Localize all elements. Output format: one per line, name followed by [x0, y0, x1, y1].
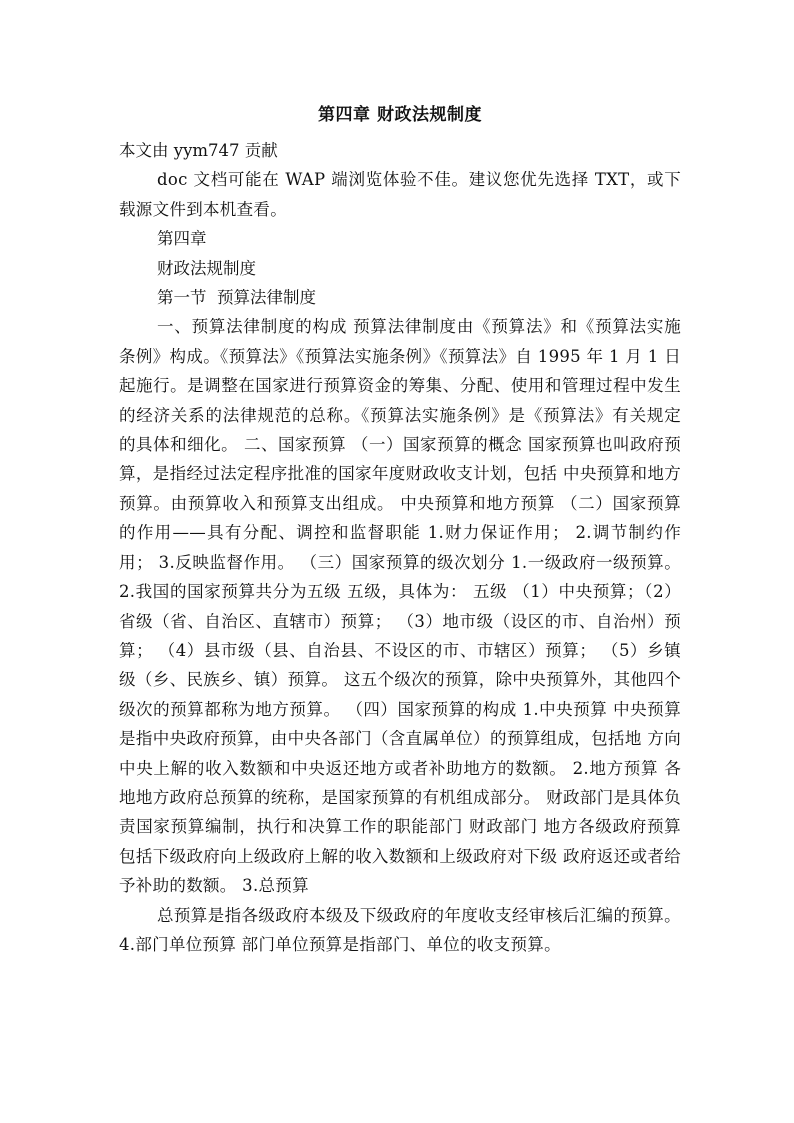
section-heading: 第一节 预算法律制度 — [157, 288, 316, 308]
contributor-line: 本文由 yym747 贡献 — [119, 141, 278, 160]
document-title: 第四章 财政法规制度 — [318, 105, 482, 125]
body-paragraph-2: 总预算是指各级政府本级及下级政府的年度收支经审核后汇编的预算。 4.部门单位预算 部门单位预算是指部门、单位的收支预算。 — [119, 905, 681, 954]
document-page — [119, 100, 681, 959]
chapter-label: 第四章 — [157, 229, 207, 249]
chapter-title: 财政法规制度 — [157, 258, 256, 278]
body-paragraph-1: 一、预算法律制度的构成 预算法律制度由《预算法》和《预算法实施条例》构成。《预算法》《预算法实施条例》《预算法》自 1995 年 1 月 1 日起施行。是调整在国家进行预算资金的筹集、分配、使用和管理过程中发生的经济关系的法律规范的总称。《预算法实施条例》是《预算法》有关规定的具体和细化。 二、国家预算 （一）国家预算的概念 国家预算也叫政府预算，是指经过法定程序批准的国家年度财政收支计划，包括 中央预算和地方预算。由预算收入和预算支出组成。 中央预算和地方预算 （二）国家预算的作用——具有分配、调控和监督职能 1.财力保证作用； 2.调节制约作用； 3.反映监督作用。 （三）国家预算的级次划分 1.一级政府一级预算。 2.我国的国家预算共分为五级 五级，具体为： 五级 （1）中央预算；（2）省级（省、自治区、直辖市）预算； （3）地市级（设区的市、自治州）预算； （4）县市级（县、自治县、不设区的市、市辖区）预算； （5）乡镇级（乡、民族乡、镇）预算。 这五个级次的预算，除中央预算外，其他四个级次的预算都称为地方预算。 （四）国家预算的构成 1.中央预算 中央预算是指中央政府预算，由中央各部门（含直属单位）的预算组成，包括地 方向中央上解的收入数额和中央返还地方或者补助地方的数额。 2.地方预算 各地地方政府总预算的统称，是国家预算的有机组成部分。 财政部门是具体负责国家预算编制，执行和决算工作的职能部门 财政部门 地方各级政府预算包括下级政府向上级政府上解的收入数额和上级政府对下级 政府返还或者给予补助的数额。 3.总预算 — [119, 317, 681, 896]
format-notice: doc 文档可能在 WAP 端浏览体验不佳。建议您优先选择 TXT，或下载源文件到本机查看。 — [119, 170, 681, 219]
